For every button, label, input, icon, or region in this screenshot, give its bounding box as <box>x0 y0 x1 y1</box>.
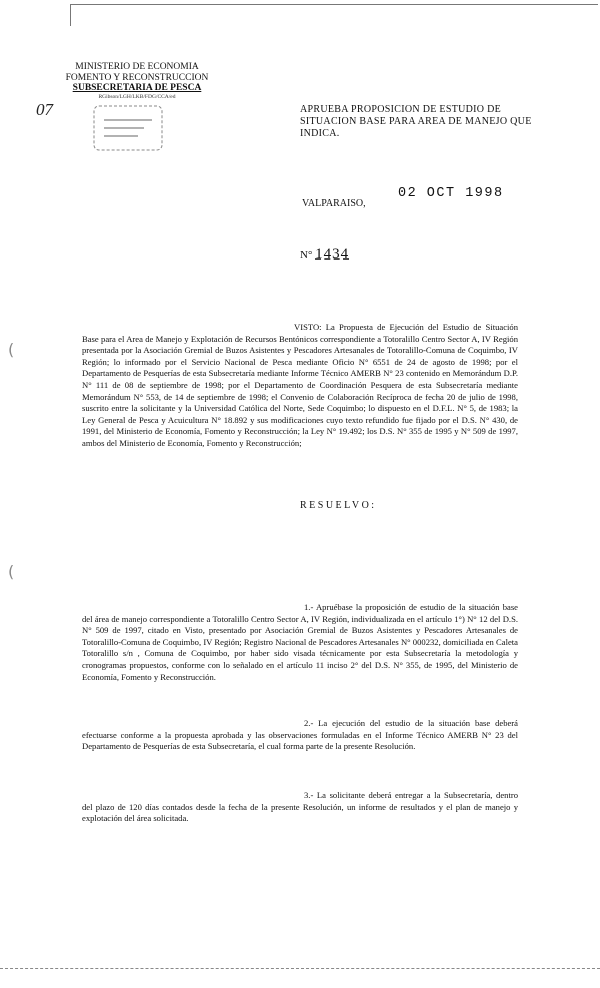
resolution-date-stamp: 02 OCT 1998 <box>398 186 504 201</box>
resolution-item-3 <box>82 790 518 825</box>
ministry-name: MINISTERIO DE ECONOMIA <box>75 62 199 72</box>
official-seal-stamp <box>92 104 164 152</box>
resuelvo-heading: RESUELVO: <box>300 500 377 511</box>
visto-paragraph <box>82 322 518 450</box>
number-value: 1434 <box>315 246 350 262</box>
item-lead: 2.- La ejecución <box>304 718 366 728</box>
ministry-letterhead <box>62 62 212 101</box>
scan-border-top <box>70 4 598 5</box>
scan-border-left <box>70 4 71 26</box>
punch-hole-mark: ( <box>8 562 15 581</box>
resolution-item-2 <box>82 718 518 753</box>
resolution-item-1 <box>82 602 518 683</box>
item-lead: 1.- Apruébase <box>304 602 353 612</box>
subsecretaria-name: SUBSECRETARIA DE PESCA <box>72 83 202 93</box>
handwritten-number: 07 <box>36 100 53 119</box>
ministry-name-line2: FOMENTO Y RECONSTRUCCION <box>65 72 209 83</box>
resolution-number <box>300 246 349 263</box>
item-text: deberá entregar a la Subsecretaría, dentro del plazo de 120 días contados desde la fecha de la presente Resolución, un informe de resultados y el plan de manejo y explotación del área solicitada. <box>82 790 518 824</box>
reference-initials: RGibson/LGH/LKB/FDG/CCA/ed <box>98 93 176 100</box>
punch-hole-mark: ( <box>8 340 15 359</box>
number-prefix: N° <box>300 249 313 261</box>
resolution-title: APRUEBA PROPOSICION DE ESTUDIO DE SITUACION BASE PARA AREA DE MANEJO QUE INDICA. <box>300 104 532 139</box>
visto-text: La Propuesta de Ejecución del Estudio de Situación Base para el Area de Manejo y Explotación de Recursos Bentónicos correspondiente a Totoralillo Centro Sector A, IV Región presentada por la Asociación Gremial de Buzos Asistentes y Pescadores Artesanales de Totoralillo-Comuna de Coquimbo, IV Región; lo informado por el Servicio Nacional de Pesca mediante Oficio N° 6551 de 24 de agosto de 1998; por el Departamento de Pesquerías de esta Subsecretaría mediante Informe Técnico AMERB N° 23 contenido en Memorándum D.P. N° 111 de 08 de septiembre de 1998; por el Departamento de Coordinación Pesquera de esta Subsecretaría mediante Memorándum N° 553, de 14 de septiembre de 1998; el Convenio de Colaboración Recíproca de fecha 20 de julio de 1998, suscrito entre la solicitante y la Universidad Católica del Norte, Sede Coquimbo; lo dispuesto en el D.F.L. N° 5, de 1983; la Ley General de Pesca y Acuicultura N° 18.892 y sus modificaciones cuyo texto refundido fue fijado por el D.S. N° 430, de 1991, del Ministerio de Economía, Fomento y Reconstrucción; la Ley N° 19.492; los D.S. N° 355 de 1995 y N° 509 de 1997, ambos del Ministerio de Economía, Fomento y Reconstrucción; <box>82 322 518 448</box>
item-text: del estudio de la situación base deberá efectuarse conforme a la propuesta aprobada y las observaciones formuladas en el Informe Técnico AMERB N° 23 del Departamento de Pesquerías de esta Subsecretaría, el cual forma parte de la presente Resolución. <box>82 718 518 752</box>
scan-border-bottom <box>0 968 600 969</box>
place-label: VALPARAISO, <box>302 198 366 209</box>
visto-label: VISTO: <box>294 322 322 332</box>
item-text: la proposición de estudio de la situación base del área de manejo correspondiente a Totoralillo Centro Sector A, IV Región, individualizada en el artículo 1°) N° 12 del D.S. N° 509 de 1997, citado en Visto, presentado por Asociación Gremial de Buzos Asistentes y Pescadores Artesanales de Totoralillo-Comuna de Coquimbo, IV Región; Registro Nacional de Pescadores Artesanales N° 000232, domiciliada en Caleta Totoralillo s/n , Comuna de Coquimbo, por haber sido visada técnicamente por esta Subsecretaría la metodología y cronogramas propuestos, conforme con lo señalado en el artículo 11 inciso 2° del D.S. N° 355, de 1995, del Ministerio de Economía, Fomento y Reconstrucción. <box>82 602 518 682</box>
item-lead: 3.- La solicitante <box>304 790 365 800</box>
